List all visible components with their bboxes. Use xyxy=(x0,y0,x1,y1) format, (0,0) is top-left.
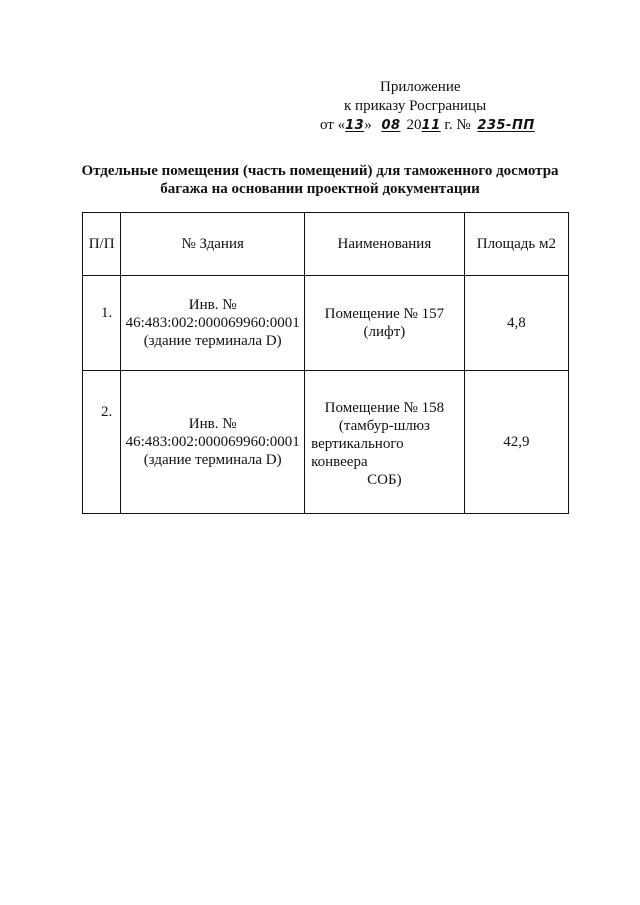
table-row xyxy=(83,371,569,514)
room-name: Помещение № 157 xyxy=(324,306,445,322)
order-date-number xyxy=(300,116,570,135)
building-description: (здание терминала D) xyxy=(143,452,282,468)
room-name-cell xyxy=(305,276,465,371)
document-title xyxy=(60,162,580,198)
date-prefix: от « xyxy=(320,117,346,133)
building-description: (здание терминала D) xyxy=(143,333,282,349)
room-name-cell xyxy=(305,371,465,514)
column-header-name: Наименования xyxy=(305,213,465,276)
room-description-line-3: СОБ) xyxy=(367,472,402,488)
row-number: 2. xyxy=(83,371,121,514)
area-cell: 4,8 xyxy=(464,276,568,371)
column-header-area: Площадь м2 xyxy=(464,213,568,276)
order-day: 13 xyxy=(345,118,365,133)
building-cell xyxy=(121,276,305,371)
number-prefix: г. № xyxy=(440,117,475,133)
inventory-label: Инв. № xyxy=(188,416,237,432)
inventory-number: 46:483:002:000069960:0001 xyxy=(125,315,300,331)
row-number: 1. xyxy=(83,276,121,371)
year-prefix: 20 xyxy=(406,117,422,133)
table-row xyxy=(83,276,569,371)
room-name: Помещение № 158 xyxy=(324,400,445,416)
title-line-1: Отдельные помещения (часть помещений) для таможенного досмотра xyxy=(81,163,559,179)
room-description-line-1: (тамбур-шлюз xyxy=(338,418,430,434)
day-close: » xyxy=(364,117,376,133)
rooms-table xyxy=(82,212,569,514)
table-header-row xyxy=(83,213,569,276)
order-year-suffix: 11 xyxy=(421,118,441,133)
area-cell: 42,9 xyxy=(464,371,568,514)
room-description-line-2: вертикального конвеера xyxy=(311,436,404,470)
inventory-number: 46:483:002:000069960:0001 xyxy=(125,434,300,450)
order-reference: к приказу Росграницы xyxy=(344,98,487,114)
column-header-num: П/П xyxy=(83,213,121,276)
title-line-2: багажа на основании проектной документации xyxy=(160,181,480,197)
order-month: 08 xyxy=(381,118,401,133)
room-description: (лифт) xyxy=(363,324,406,340)
column-header-building: № Здания xyxy=(121,213,305,276)
building-cell xyxy=(121,371,305,514)
inventory-label: Инв. № xyxy=(188,297,237,313)
document-header xyxy=(300,78,570,135)
appendix-label: Приложение xyxy=(380,79,461,95)
order-number: 235-ПП xyxy=(477,118,535,133)
